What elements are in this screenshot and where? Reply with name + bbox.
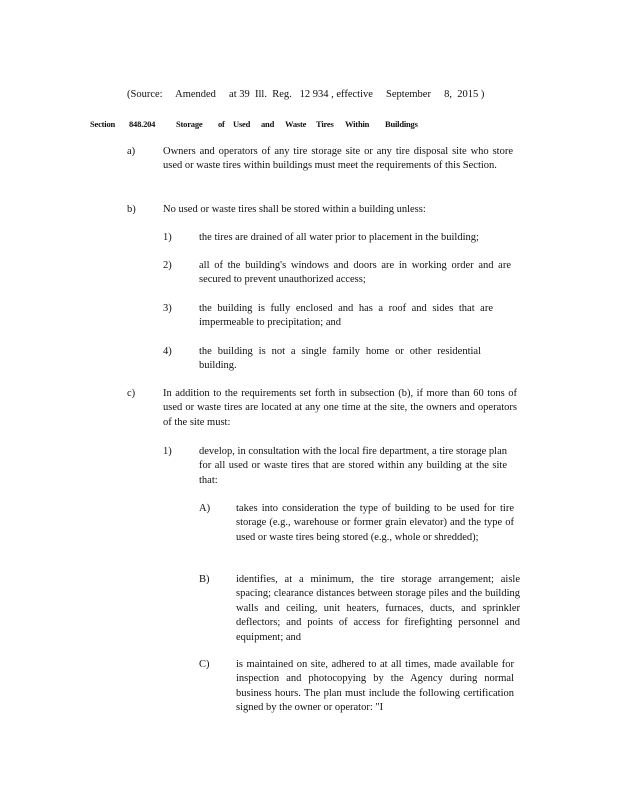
subsubitem-marker: B) [199,574,210,585]
subitem-text: all of the building's windows and doors are in working order and are secured to prevent unauthorized access; [199,260,511,286]
section-label: Section [90,119,116,129]
subitem-text: the building is fully enclosed and has a roof and sides that are impermeable to precipitation; and [199,303,493,329]
subsubitem-text: identifies, at a minimum, the tire storage arrangement; aisle spacing; clearance distances between storage piles and the building walls and ceiling, unit heaters, furnaces, ducts, and sprinkler deflectors; and points of access for firefighting personnel and equipment; and [236,574,520,643]
section-number: 848.204 [129,119,156,129]
item-marker: b) [127,204,136,215]
subitem-text: the building is not a single family home or other residential building. [199,346,481,372]
item-marker: a) [127,146,136,157]
section-title-word: Tires [316,119,334,129]
item-b-text: No used or waste tires shall be stored within a building unless: [163,204,426,215]
subsubitem-marker: C) [199,659,210,670]
source-note: (Source: Amended at 39 Ill. Reg. 12 934 , effective September 8, 2015 ) [127,89,485,100]
section-title-word: of [218,119,225,129]
item-c-text: In addition to the requirements set forth in subsection (b), if more than 60 tons of used or waste tires are located at any one time at the site, the owners and operators of the site must: [163,388,517,428]
section-title-word: Storage [176,119,203,129]
section-title-word: Within [345,119,370,129]
subitem-marker: 1) [163,446,172,457]
subsubitem-text: takes into consideration the type of building to be used for tire storage (e.g., warehouse or former grain elevator) and the type of used or waste tires being stored (e.g., whole or shredded); [236,503,514,543]
item-marker: c) [127,388,136,399]
section-title-word: Waste [285,119,307,129]
subitem-marker: 4) [163,346,172,357]
item-a-text: Owners and operators of any tire storage site or any tire disposal site who store used or waste tires within buildings must meet the requirements of this Section. [163,146,513,172]
section-title-word: Buildings [385,119,418,129]
subitem-text: develop, in consultation with the local fire department, a tire storage plan for all used or waste tires that are stored within any building at the site that: [199,446,507,486]
subsubitem-text: is maintained on site, adhered to at all times, made available for inspection and photocopying by the Agency during normal business hours. The plan must include the following certification signed by the owner or operator: "I [236,659,514,714]
section-title-word: Used [233,119,251,129]
subsubitem-marker: A) [199,503,211,514]
subitem-marker: 2) [163,260,172,271]
subitem-marker: 1) [163,232,172,243]
section-title-word: and [261,119,275,129]
subitem-marker: 3) [163,303,172,314]
subitem-text: the tires are drained of all water prior to placement in the building; [199,232,479,243]
